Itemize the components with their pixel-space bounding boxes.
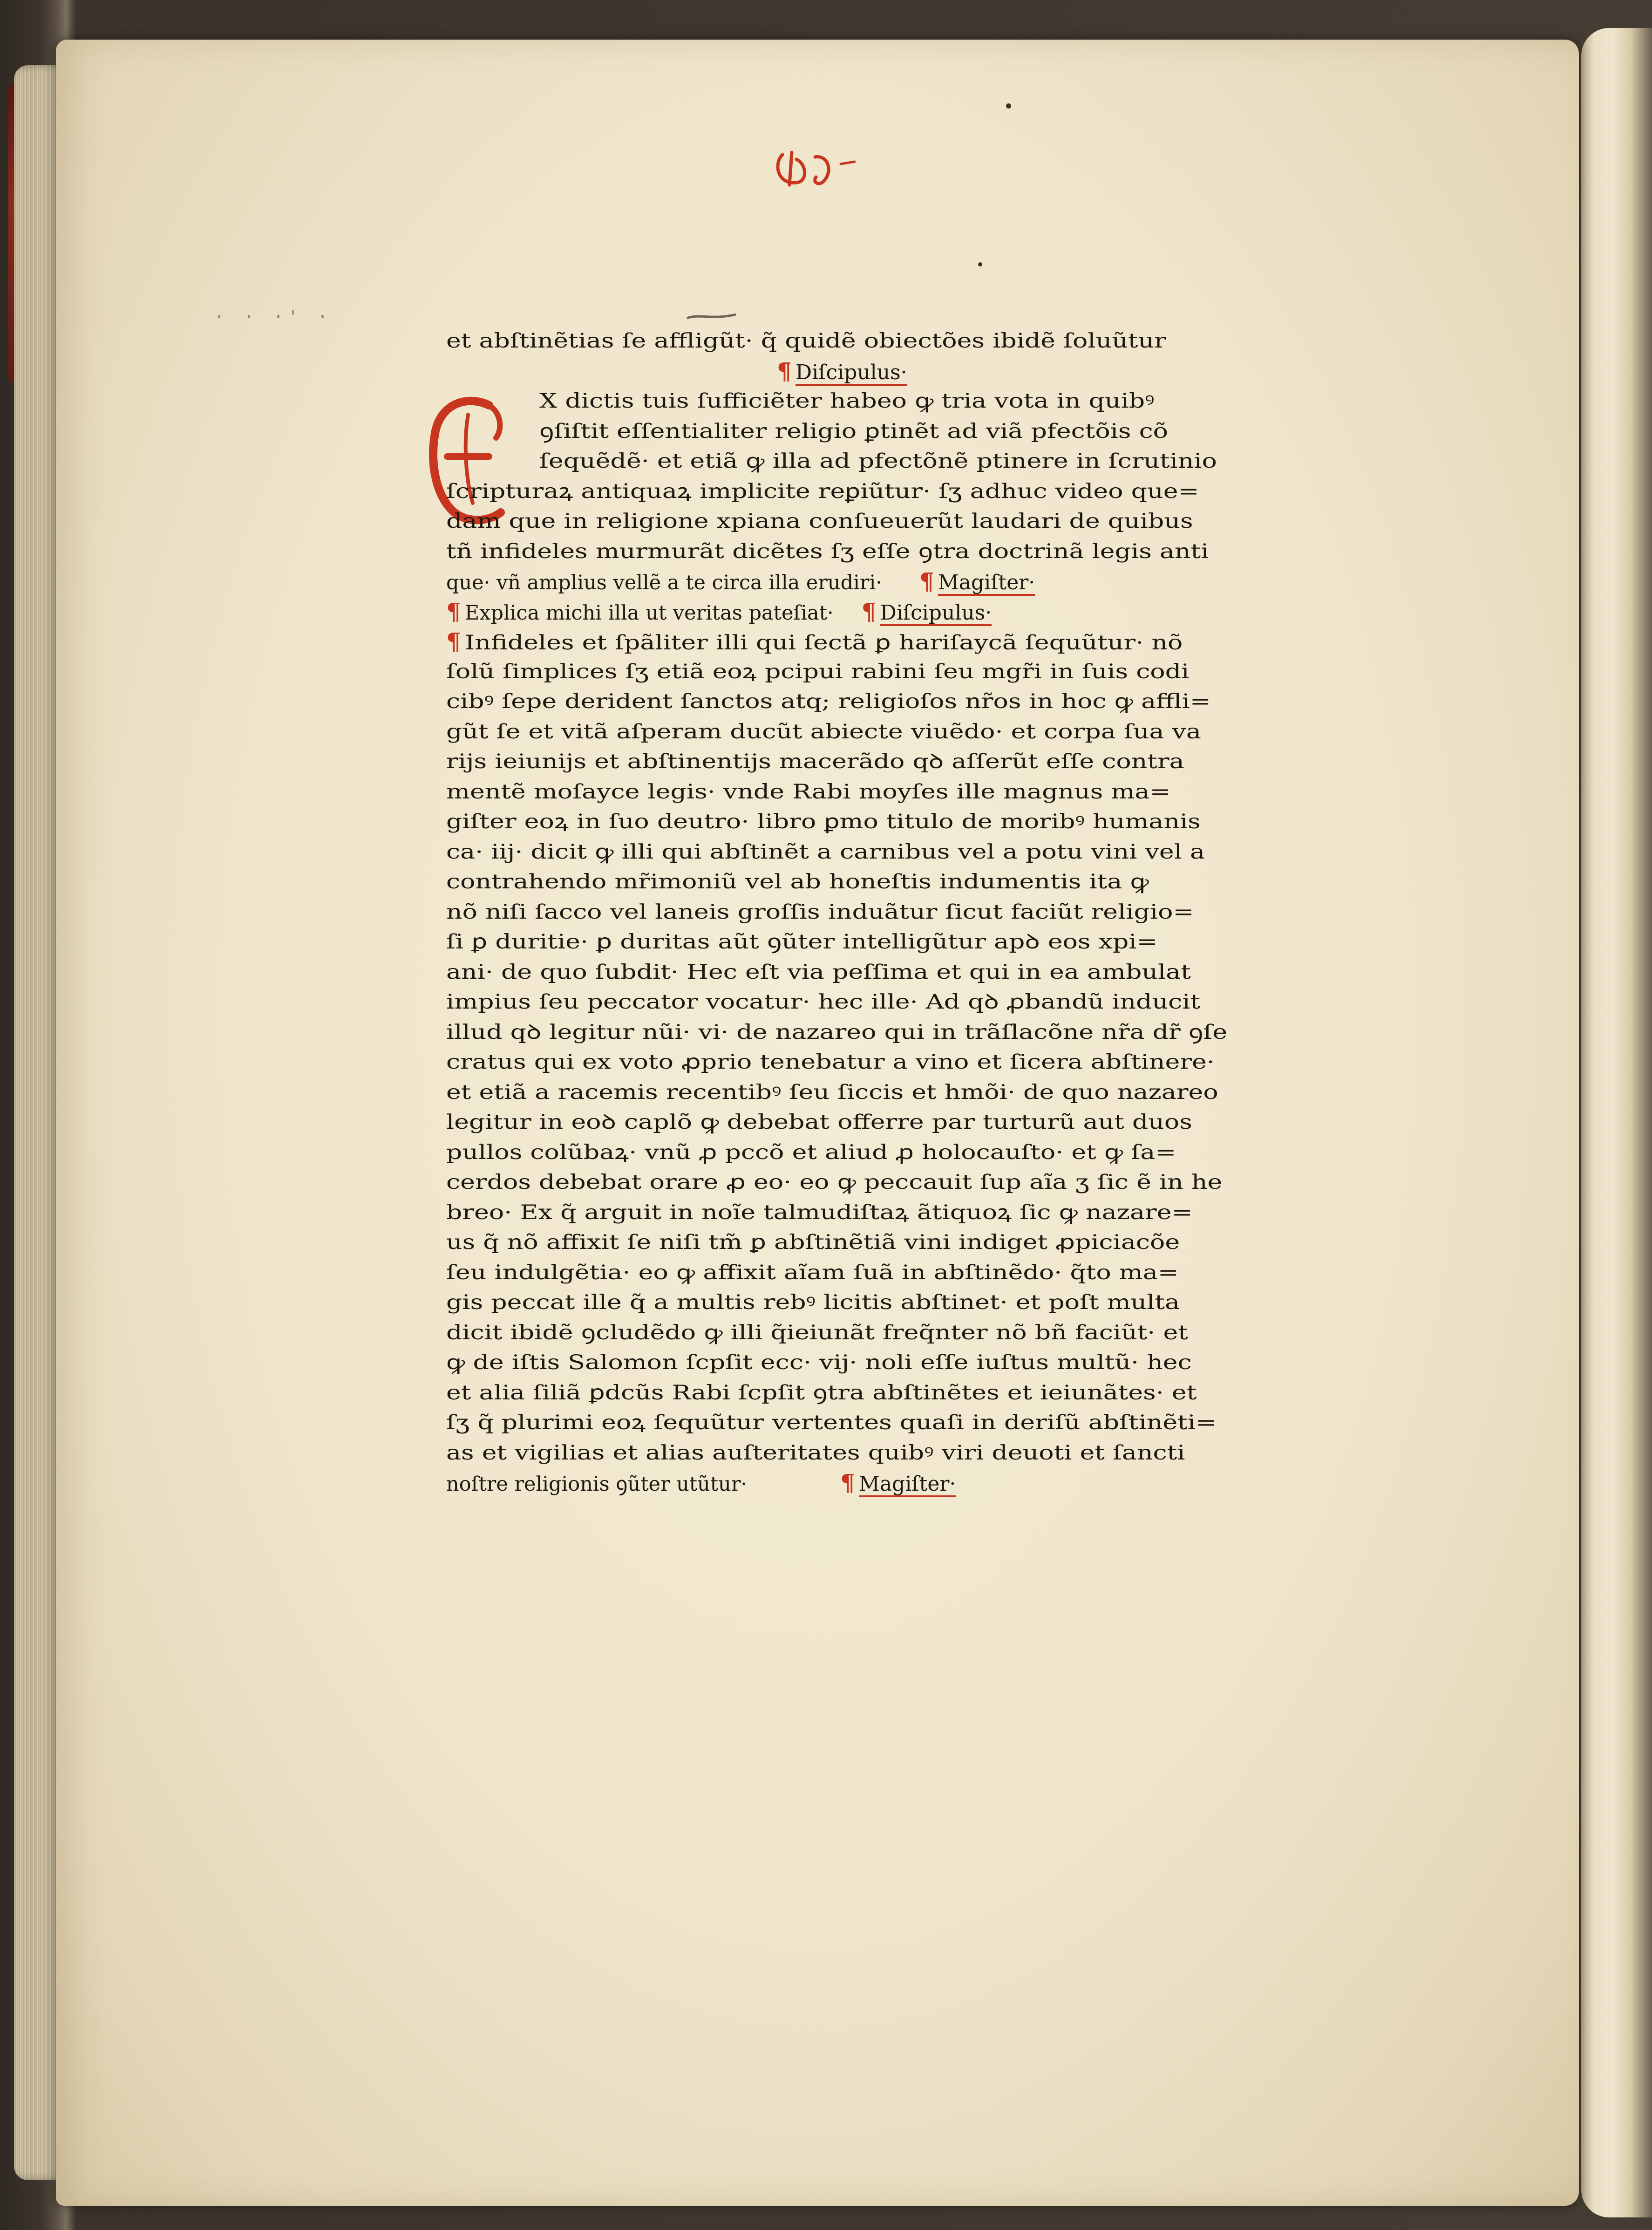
text-line bbox=[446, 597, 1322, 627]
line-text: tñ infideles murmurãt dicẽtes ſʒ eſſe ꝯtra doctrinã legis anti bbox=[446, 539, 1209, 563]
line-text: contrahendo mr̃imoniũ vel ab honeſtis indumentis ita ꝙ bbox=[446, 870, 1149, 893]
ink-speck bbox=[978, 262, 982, 266]
line-text: giſter eoꝝ in ſuo deutro· libro ꝑmo titulo de moribꝰ humanis bbox=[446, 810, 1201, 833]
line-text: us q̃ nõ affixit ſe niſi tm̃ ꝑ abſtinẽtiã vini indiget ꝓpiciacõe bbox=[446, 1231, 1180, 1254]
text-line bbox=[446, 687, 1322, 717]
line-text: X dictis tuis ſufficiẽter habeo ꝙ tria vota in quibꝰ bbox=[539, 389, 1155, 413]
line-text: et alia ſiliã ꝑdcũs Rabi ſcpſit ꝯtra abſtinẽtes et ieiunãtes· et bbox=[446, 1381, 1197, 1405]
line-text: illud qꝺ legitur nũi· vi· de nazareo qui in trãſlacõne nr̃a dr̃ ꝯſe bbox=[446, 1020, 1228, 1044]
text-line bbox=[446, 326, 1322, 356]
text-line bbox=[446, 1077, 1322, 1108]
paragraph-mark-icon: ¶ bbox=[777, 357, 792, 385]
margin-marks: · · ·' · bbox=[214, 307, 333, 327]
speaker-heading: Magiſter· bbox=[938, 573, 1035, 596]
text-line bbox=[446, 1318, 1322, 1348]
text-line bbox=[446, 747, 1322, 777]
line-text: cratus qui ex voto ꝓprio tenebatur a vino et ſicera abſtinere· bbox=[446, 1050, 1215, 1074]
line-text: ſolũ ſimplices ſʒ etiã eoꝝ pcipui rabini ſeu mgr̃i in ſuis codi bbox=[446, 660, 1190, 683]
line-text: breo· Ex q̃ arguit in noĩe talmudiſtaꝝ ãtiquoꝝ ſic ꝙ nazare= bbox=[446, 1200, 1193, 1224]
text-line bbox=[446, 1138, 1322, 1168]
line-text: ſʒ q̃ plurimi eoꝝ ſequũtur vertentes quaſi in deriſũ abſtinẽti= bbox=[446, 1411, 1217, 1434]
line-text: dam que in religione xpiana conſueuerũt laudari de quibus bbox=[446, 510, 1193, 533]
line-text: ſi ꝑ duritie· ꝑ duritas aũt ꝯũter intelligũtur apꝺ eos xpi= bbox=[446, 930, 1158, 954]
text-line bbox=[446, 1288, 1322, 1318]
line-text: mentẽ moſayce legis· vnde Rabi moyſes ille magnus ma= bbox=[446, 780, 1171, 804]
speaker-heading: Diſcipulus· bbox=[795, 362, 907, 386]
line-text: ꝯſiſtit eſſentialiter religio ꝑtinẽt ad viã pfectõis cõ bbox=[539, 419, 1169, 443]
line-text: cibꝰ ſepe derident ſanctos atq; religioſos nr̃os in hoc ꝙ affli= bbox=[446, 690, 1211, 713]
text-line bbox=[446, 717, 1322, 747]
line-text: cerdos debebat orare ꝓ eo· eo ꝙ peccauit ſup aĩa ʒ ſic ẽ in he bbox=[446, 1171, 1223, 1194]
line-text: ca· iij· dicit ꝙ illi qui abſtinẽt a carnibus vel a potu vini vel a bbox=[446, 840, 1205, 864]
text-line bbox=[446, 927, 1322, 957]
text-line bbox=[446, 1107, 1322, 1138]
line-text: ſcripturaꝝ antiquaꝝ implicite reꝑiũtur· ſʒ adhuc video que= bbox=[446, 479, 1199, 503]
text-line bbox=[446, 356, 1322, 387]
text-line bbox=[446, 1348, 1322, 1378]
pen-scratch-mark bbox=[685, 310, 741, 323]
text-line bbox=[446, 416, 1322, 447]
speaker-heading: Diſcipulus· bbox=[880, 603, 992, 626]
text-line bbox=[446, 957, 1322, 988]
text-line bbox=[446, 446, 1322, 477]
text-line bbox=[446, 837, 1322, 867]
text-line bbox=[446, 867, 1322, 897]
line-text: pullos colũbaꝝ· vnũ ꝓ pccõ et aliud ꝓ holocauſto· et ꝙ ſa= bbox=[446, 1140, 1176, 1164]
speaker-heading: Magiſter· bbox=[859, 1474, 956, 1497]
ink-speck bbox=[1006, 103, 1011, 109]
text-line bbox=[446, 897, 1322, 927]
text-line bbox=[446, 1228, 1322, 1258]
paragraph-mark-icon: ¶ bbox=[446, 597, 461, 625]
paragraph-mark-icon: ¶ bbox=[840, 1469, 855, 1496]
line-text: impius ſeu peccator vocatur· hec ille· Ad qꝺ ꝓbandũ inducit bbox=[446, 990, 1201, 1014]
text-line bbox=[446, 537, 1322, 567]
text-line bbox=[446, 386, 1322, 416]
line-text: ſeu indulgẽtia· eo ꝙ affixit aĩam ſuã in abſtinẽdo· q̃to ma= bbox=[446, 1261, 1179, 1284]
text-line bbox=[446, 1017, 1322, 1048]
line-text: Infideles et ſpãliter illi qui ſectã ꝑ hariſaycã ſequũtur· nõ bbox=[464, 631, 1183, 655]
text-line bbox=[446, 777, 1322, 807]
paragraph-mark-icon: ¶ bbox=[919, 567, 934, 595]
text-block bbox=[446, 326, 1322, 1498]
line-text: ani· de quo ſubdit· Hec eſt via peſſima et qui in ea ambulat bbox=[446, 960, 1191, 984]
text-line bbox=[446, 1167, 1322, 1198]
rubricated-signature-mark-icon bbox=[764, 136, 885, 197]
line-text: ſequẽdẽ· et etiã ꝙ illa ad pfectõnẽ ptinere in ſcrutinio bbox=[539, 450, 1217, 473]
line-text: ꝙ de iſtis Salomon ſcpſit ecc· vij· noli eſſe iuſtus multũ· hec bbox=[446, 1351, 1192, 1374]
text-line bbox=[446, 1408, 1322, 1438]
line-text: as et vigilias et alias auſteritates quibꝰ viri deuoti et ſancti bbox=[446, 1441, 1185, 1465]
text-line bbox=[446, 987, 1322, 1017]
text-line bbox=[446, 1438, 1322, 1468]
text-line bbox=[446, 477, 1322, 507]
line-text: et etiã a racemis recentibꝰ ſeu ſiccis et hmõi· de quo nazareo bbox=[446, 1080, 1218, 1104]
text-line bbox=[446, 1047, 1322, 1077]
line-text: Explica michi illa ut veritas pateſiat· bbox=[464, 601, 834, 625]
line-text: gis peccat ille q̃ a multis rebꝰ licitis abſtinet· et poſt multa bbox=[446, 1291, 1180, 1314]
text-line bbox=[446, 1468, 1322, 1498]
text-line bbox=[446, 627, 1322, 657]
text-line bbox=[446, 1378, 1322, 1408]
line-text: legitur in eoꝺ caplõ ꝙ debebat offerre par turturũ aut duos bbox=[446, 1111, 1192, 1134]
line-text: gũt ſe et vitã aſperam ducũt abiecte viuẽdo· et corpa ſua va bbox=[446, 720, 1201, 743]
line-text: que· vñ amplius vellẽ a te circa illa erudiri· bbox=[446, 571, 882, 594]
line-text: noſtre religionis ꝯũter utũtur· bbox=[446, 1473, 748, 1496]
text-line bbox=[446, 1258, 1322, 1288]
text-line bbox=[446, 566, 1322, 597]
paragraph-mark-icon: ¶ bbox=[861, 597, 877, 625]
text-line bbox=[446, 506, 1322, 537]
text-line bbox=[446, 1198, 1322, 1228]
line-text: rijs ieiunijs et abſtinentijs macerãdo qꝺ aſſerũt eſſe contra bbox=[446, 750, 1184, 773]
text-line bbox=[446, 807, 1322, 837]
text-line bbox=[446, 657, 1322, 687]
paragraph-mark-icon: ¶ bbox=[446, 627, 461, 655]
line-text: et abſtinẽtias ſe affligũt· q̃ quidẽ obiectões ibidẽ ſoluũtur bbox=[446, 329, 1166, 353]
line-text: dicit ibidẽ ꝯcludẽdo ꝙ illi q̃ieiunãt freq̃nter nõ bñ faciũt· et bbox=[446, 1321, 1188, 1344]
line-text: nõ niſi ſacco vel laneis groſſis induãtur ſicut faciũt religio= bbox=[446, 900, 1194, 924]
next-leaf-edge bbox=[1581, 28, 1652, 2217]
